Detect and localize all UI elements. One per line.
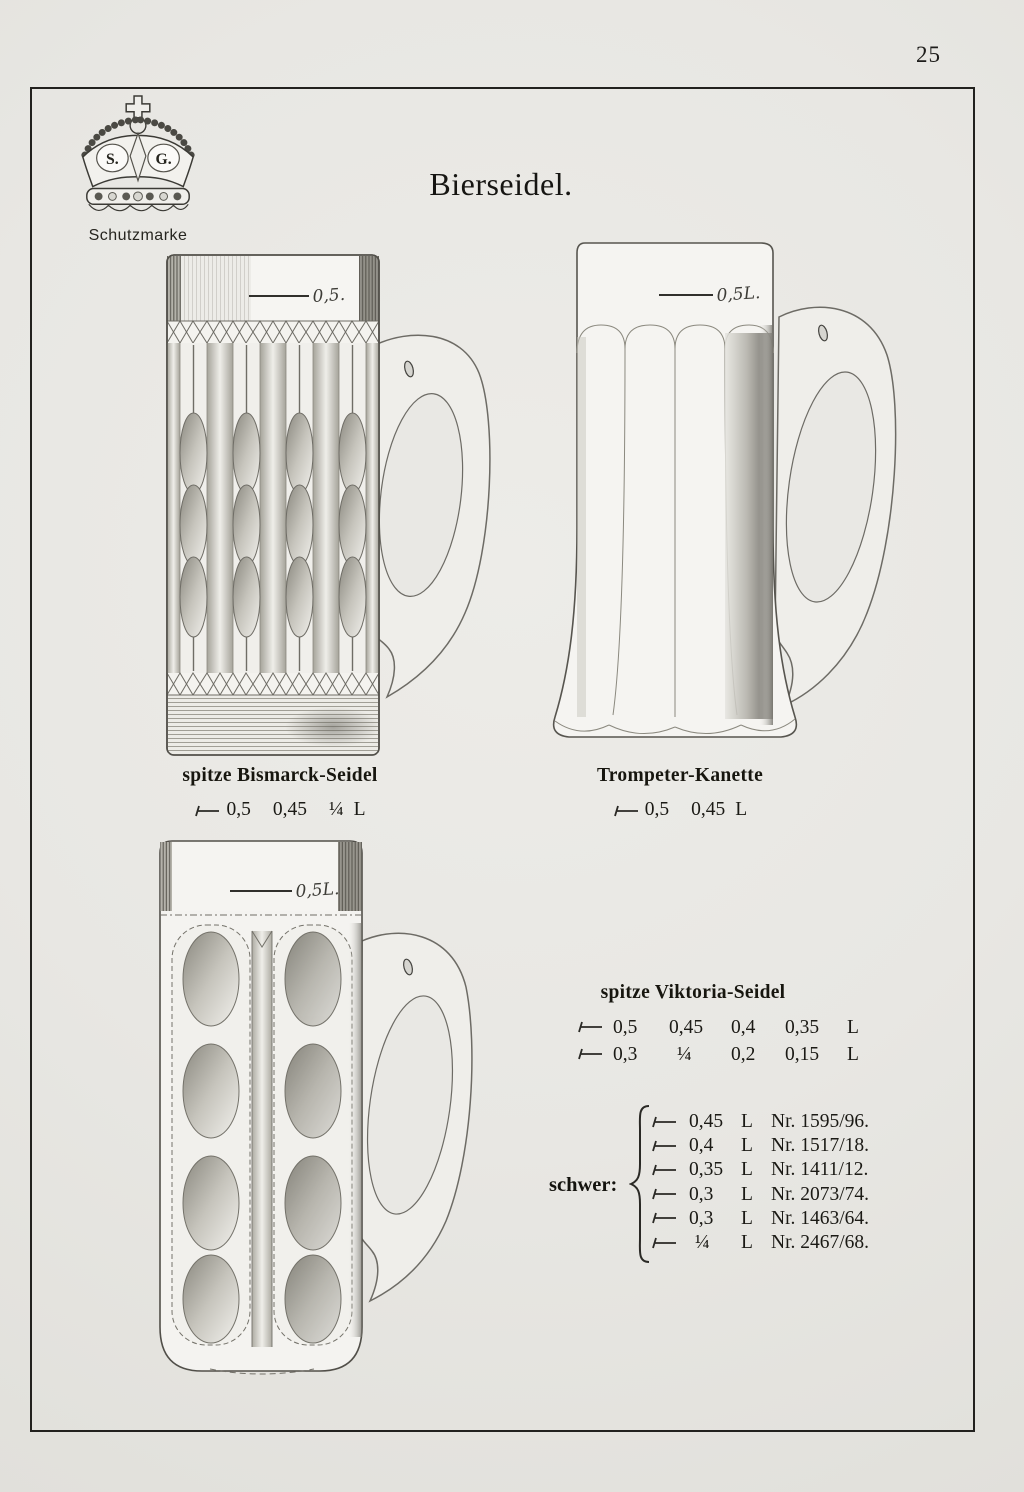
size-value: 0,45	[669, 1016, 704, 1038]
crown-letter-s: S.	[106, 150, 119, 168]
item-size: 0,4	[689, 1135, 714, 1157]
size-value: 0,3	[613, 1043, 638, 1065]
item-unit: L	[741, 1135, 753, 1157]
unit-label: L	[847, 1043, 859, 1065]
item-nr: Nr. 1463/64.	[771, 1207, 870, 1229]
item-unit: L	[741, 1232, 753, 1254]
trademark-label: Schutzmarke	[88, 227, 188, 244]
measure-icon	[577, 1048, 603, 1061]
unit-label: L	[353, 799, 366, 820]
viktoria-size-row	[577, 1014, 867, 1041]
schwer-item	[651, 1183, 869, 1207]
unit-label: L	[847, 1016, 859, 1038]
viktoria-size-table	[577, 1014, 867, 1068]
item-size: 0,45	[689, 1111, 724, 1133]
item-nr: Nr. 2467/68.	[771, 1232, 870, 1254]
fill-mark-bismarck: 0,5.	[311, 284, 346, 307]
size-value: 0,2	[731, 1043, 756, 1065]
measure-icon	[613, 805, 639, 818]
fill-mark-trompeter: 0,5L.	[715, 282, 761, 306]
item-unit: L	[741, 1183, 753, 1205]
schwer-list	[651, 1110, 869, 1255]
schwer-item	[651, 1231, 869, 1255]
sizes-line-trompeter	[520, 799, 840, 821]
crown-trademark-icon	[68, 94, 208, 222]
schwer-brace	[629, 1104, 653, 1264]
size-value: 0,5	[226, 799, 251, 820]
measure-icon	[194, 805, 220, 818]
product-name-viktoria: spitze Viktoria-Seidel	[600, 982, 786, 1003]
item-unit: L	[741, 1159, 753, 1181]
size-value: 0,45	[691, 799, 726, 820]
item-size: 0,35	[689, 1159, 724, 1181]
schwer-item	[651, 1110, 869, 1134]
schwer-item	[651, 1134, 869, 1158]
size-value: 0,45	[272, 799, 307, 820]
measure-icon	[651, 1188, 677, 1201]
item-unit: L	[741, 1207, 753, 1229]
item-size: 0,3	[689, 1207, 714, 1229]
viktoria-size-row	[577, 1041, 867, 1068]
size-value: ¼	[677, 1043, 692, 1065]
size-value: 0,35	[785, 1016, 820, 1038]
sizes-line-bismarck	[120, 799, 440, 821]
item-nr: Nr. 2073/74.	[771, 1183, 870, 1205]
schwer-item	[651, 1158, 869, 1182]
size-value: 0,15	[785, 1043, 820, 1065]
size-value: 0,4	[731, 1016, 756, 1038]
item-unit: L	[741, 1111, 753, 1133]
schwer-label: schwer:	[549, 1174, 618, 1196]
trademark-block	[64, 94, 212, 245]
product-name-bismarck: spitze Bismarck-Seidel	[182, 765, 378, 786]
viktoria-seidel-illustration	[146, 837, 474, 1377]
fill-mark-viktoria: 0,5L.	[294, 878, 340, 902]
item-nr: Nr. 1517/18.	[771, 1135, 870, 1157]
item-size: 0,3	[689, 1183, 714, 1205]
item-size: ¼	[695, 1232, 710, 1254]
page-number: 25	[916, 42, 941, 67]
measure-icon	[651, 1212, 677, 1225]
schwer-item	[651, 1207, 869, 1231]
crown-letter-g: G.	[155, 150, 172, 168]
size-value: 0,5	[644, 799, 670, 820]
size-value: 0,5	[613, 1016, 638, 1038]
trompeter-kanette-illustration	[547, 237, 903, 765]
item-nr: Nr. 1595/96.	[771, 1111, 870, 1133]
measure-icon	[651, 1237, 677, 1250]
measure-icon	[651, 1116, 677, 1129]
bismarck-seidel-illustration	[163, 249, 499, 765]
product-name-trompeter: Trompeter-Kanette	[596, 765, 764, 786]
size-value: ¼	[328, 799, 344, 820]
unit-label: L	[735, 799, 748, 820]
measure-icon	[577, 1021, 603, 1034]
measure-icon	[651, 1164, 677, 1177]
page-title: Bierseidel.	[429, 166, 573, 202]
measure-icon	[651, 1140, 677, 1153]
item-nr: Nr. 1411/12.	[771, 1159, 869, 1181]
